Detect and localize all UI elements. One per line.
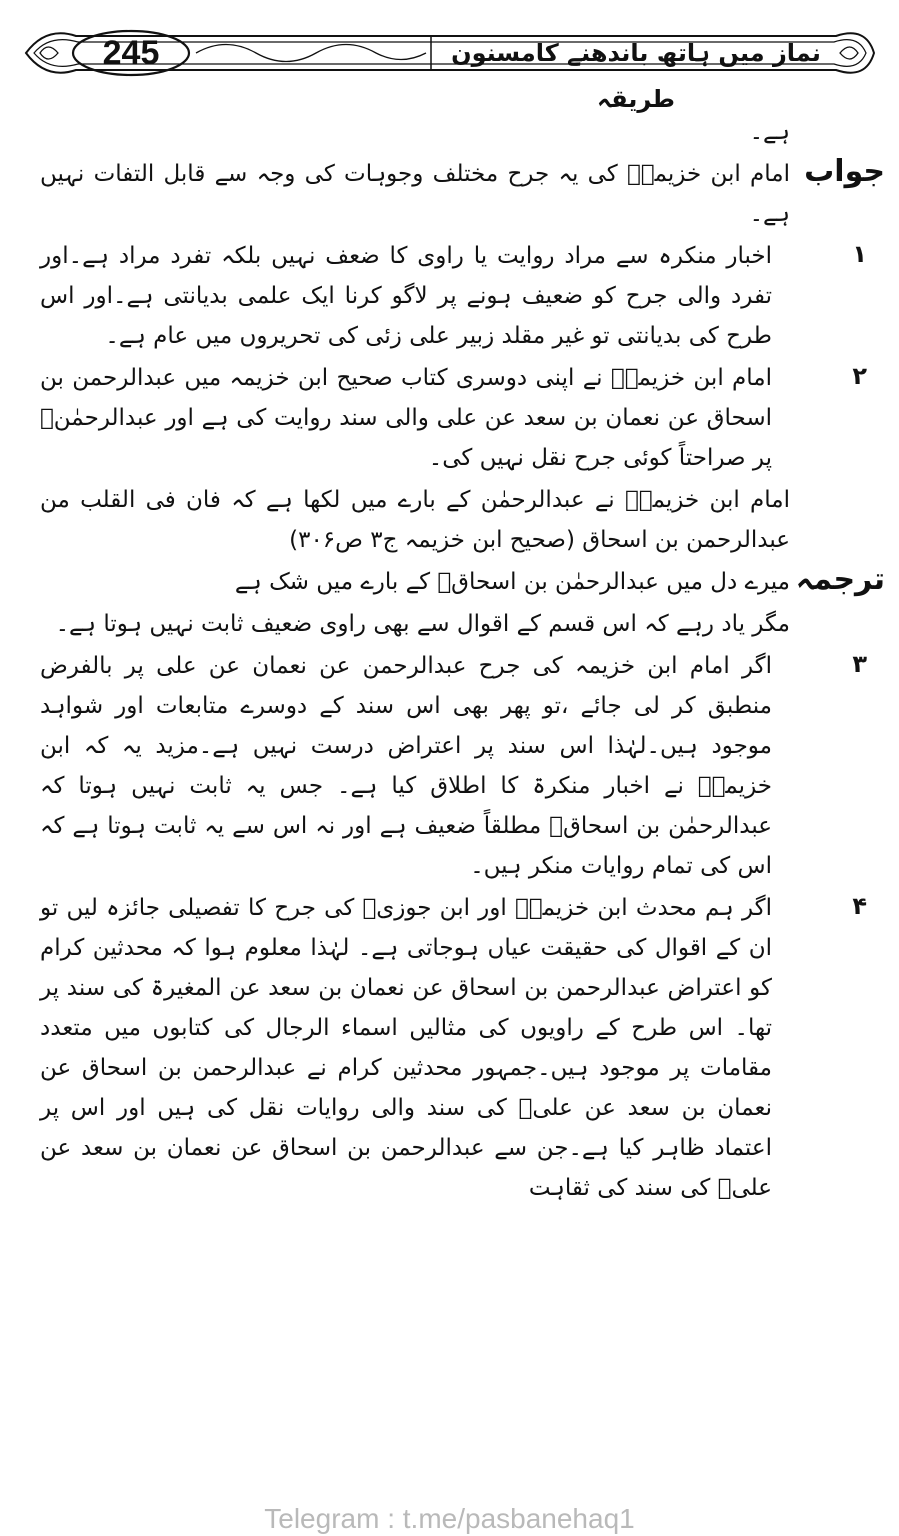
paragraph-text: امام ابن خزیمہؒ کی یہ جرح مختلف وجوہات کی وجہ سے قابل التفات نہیں ہے۔	[40, 161, 790, 227]
paragraph-text: مگر یاد رہے کہ اس قسم کے اقوال سے بھی راوی ضعیف ثابت نہیں ہوتا ہے۔	[55, 611, 790, 637]
numbered-point-1	[40, 234, 885, 356]
paragraph-marker	[790, 602, 885, 644]
paragraph-text: امام ابن خزیمہؒ نے اپنی دوسری کتاب صحیح ابن خزیمہ میں عبدالرحمن بن اسحاق عن نعمان بن سعد عن علی والی سند روایت کی ہے اور عبدالرحمٰنؒ پر صراحتاً کوئی جرح نقل نہیں کی۔	[40, 365, 772, 471]
paragraph	[40, 602, 885, 644]
paragraph-text: امام ابن خزیمہؒ نے عبدالرحمٰن کے بارے میں لکھا ہے کہ فان فی القلب من عبدالرحمن بن اسحاق (صحیح ابن خزیمہ ج۳ ص۳۰۶)	[40, 487, 790, 553]
point-number: ۱	[852, 240, 867, 268]
page-header	[16, 22, 882, 113]
point-number: ۳	[852, 650, 867, 678]
translation-label: ترجمہ	[795, 562, 885, 597]
paragraph-text: اگر ہم محدث ابن خزیمہؒ اور ابن جوزیؒ کی جرح کا تفصیلی جائزہ لیں تو ان کے اقوال کی حقیقت عیاں ہوجاتی ہے۔ لہٰذا معلوم ہوا کہ محدثین کرام کو اعتراض عبدالرحمن بن اسحاق عن نعمان بن سعد عن المغیرۃ کی سند پر تھا۔ اس طرح کے راویوں کی مثالیں اسماء الرجال کی کتابوں میں متعدد مقامات پر موجود ہیں۔جمہور محدثین کرام نے عبدالرحمن بن اسحاق عن نعمان بن سعد عن علیؓ کی سند والی روایات نقل کی ہیں اور اس پر اعتماد ظاہر کیا ہے۔جن سے عبدالرحمن بن اسحاق عن نعمان بن سعد عن علیؓ کی سند کی ثقاہت	[40, 895, 772, 1201]
answer-paragraph	[40, 152, 885, 234]
paragraph-marker	[790, 478, 885, 560]
page-number: 245	[102, 34, 160, 72]
answer-label: جواب	[804, 154, 885, 189]
numbered-point-2	[40, 356, 885, 478]
running-title: نماز میں ہاتھ باندھنے کامسنون طریقہ	[451, 39, 821, 113]
paragraph-text: میرے دل میں عبدالرحمٰن بن اسحاقؒ کے بارے میں شک ہے	[234, 569, 790, 595]
page-body	[40, 110, 885, 1208]
numbered-point-3	[40, 644, 885, 886]
quote-paragraph	[40, 478, 885, 560]
telegram-watermark: Telegram : t.me/pasbanehaq1	[264, 1503, 635, 1534]
paragraph	[40, 110, 885, 152]
translation-paragraph	[40, 560, 885, 602]
point-number: ۲	[852, 362, 867, 390]
paragraph-text: اخبار منکرہ سے مراد روایت یا راوی کا ضعف نہیں بلکہ تفرد مراد ہے۔اور تفرد والی جرح کو ضعیف ہونے پر لاگو کرنا ایک علمی بدیانتی ہے۔اور اس طرح کی بدیانتی تو غیر مقلد زبیر علی زئی کی تحریروں میں عام ہے۔	[40, 243, 772, 349]
numbered-point-4	[40, 886, 885, 1208]
paragraph-text: ہے۔	[749, 119, 790, 145]
point-number: ۴	[852, 892, 867, 920]
paragraph-marker	[790, 110, 885, 152]
paragraph-text: اگر امام ابن خزیمہ کی جرح عبدالرحمن عن نعمان عن علی پر بالفرض منطبق کر لی جائے ،تو پھر بھی اس سند کے دوسرے متابعات اور شواہد موجود ہیں۔لہٰذا اس سند پر اعتراض درست نہیں ہے۔مزید یہ کہ ابن خزیمہؒ نے اخبار منکرۃ کا اطلاق کیا ہے۔ جس یہ ثابت نہیں ہوتا کہ عبدالرحمٰن بن اسحاقؒ مطلقاً ضعیف ہے اور نہ اس سے یہ ثابت ہوتا ہے کہ اس کی تمام روایات منکر ہیں۔	[40, 653, 772, 879]
